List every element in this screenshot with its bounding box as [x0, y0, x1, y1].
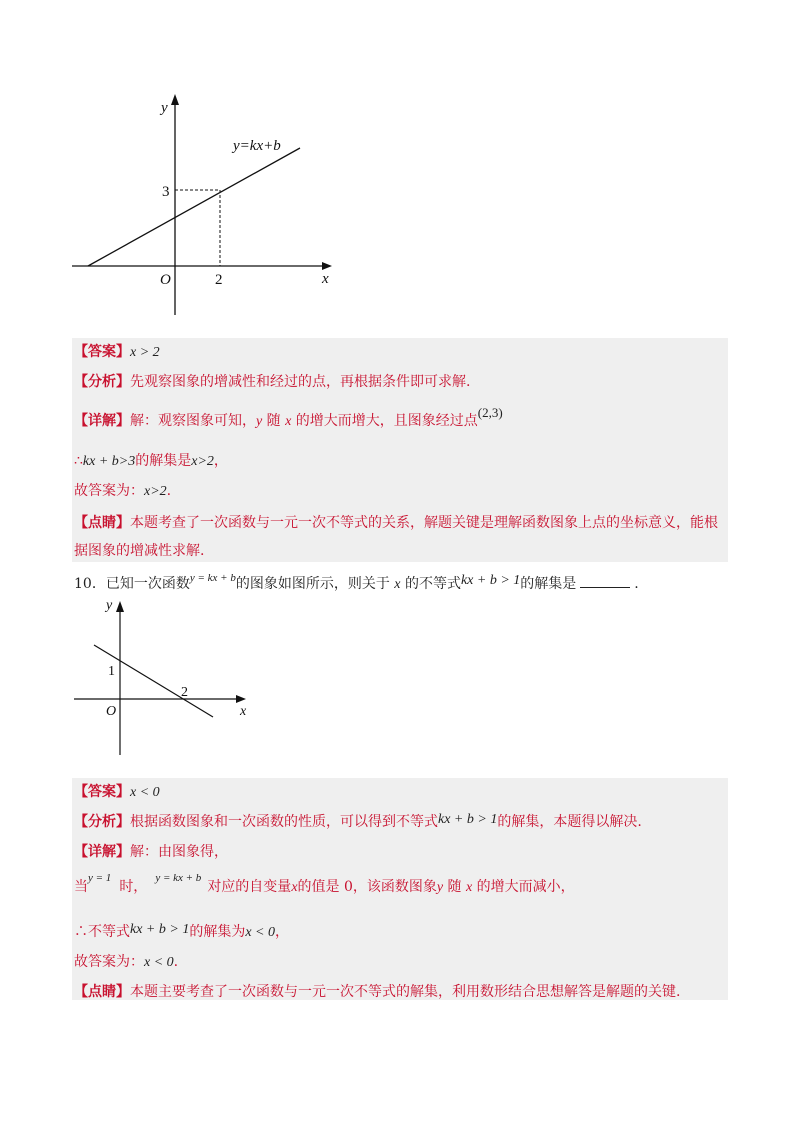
analysis-inequality: kx + b > 1 [438, 812, 498, 827]
when-rest-c: 随 [443, 879, 467, 895]
q9-comment-row-1 [74, 514, 718, 532]
x-tick-label: 2 [181, 685, 188, 700]
stem-text-c: 的不等式 [400, 576, 461, 592]
inequality-mid: 的解集为 [189, 924, 246, 940]
when-var-x2: x [466, 880, 473, 895]
final-value: x>2 [144, 484, 167, 499]
x-axis-arrow [322, 262, 332, 270]
question-number: 10． [74, 576, 106, 592]
detail-text-b: 随 [262, 413, 286, 429]
figure-2-graph [68, 595, 258, 760]
stem-text-d: 的解集是 [520, 576, 577, 592]
answer-tag: 【答案】 [74, 784, 130, 800]
when-time: 时， [119, 879, 148, 895]
comment-tag: 【点睛】 [74, 984, 130, 1000]
final-end: . [166, 483, 172, 499]
comment-tag: 【点睛】 [74, 515, 130, 531]
detail-var-x: x [285, 414, 292, 429]
therefore-symbol: ∴ [74, 924, 88, 940]
detail-point: (2,3) [477, 405, 503, 420]
x-tick-label: 2 [215, 272, 223, 288]
x-axis-label: x [322, 271, 329, 287]
detail-text: 解：由图象得， [130, 844, 228, 860]
q9-answer-row [74, 343, 160, 362]
y-axis-arrow [116, 601, 124, 612]
inequality-solution: x < 0 [245, 925, 275, 940]
stem-text-a: 已知一次函数 [105, 576, 190, 592]
y-tick-label: 1 [108, 664, 115, 679]
figure-1-graph [60, 90, 350, 325]
detail-tag: 【详解】 [74, 413, 130, 429]
function-line [88, 148, 300, 266]
comment-text: 本题主要考查了一次函数与一元一次不等式的解集，利用数形结合思想解答是解题的关键. [130, 984, 681, 1000]
comment-text-1: 本题考查了一次函数与一元一次不等式的关系，解题关键是理解函数图象上点的坐标意义，能根 [130, 515, 718, 531]
q10-stem [74, 572, 639, 594]
detail-tag: 【详解】 [74, 844, 130, 860]
detail-text-a: 解：观察图象可知， [130, 413, 256, 429]
origin-label: O [106, 704, 117, 719]
q9-comment-row-2 [74, 542, 204, 560]
when-text: 当 [74, 879, 88, 895]
when-rest-d: 的增大而减小， [472, 879, 575, 895]
line-label: y=kx+b [233, 138, 281, 154]
q9-final-row [74, 482, 171, 501]
answer-value: x > 2 [130, 345, 160, 360]
when-rest-b: 的值是 0，该函数图象 [297, 879, 437, 895]
stem-inequality: kx + b > 1 [460, 573, 521, 588]
when-var-x: x [291, 880, 298, 895]
final-prefix: 故答案为： [74, 954, 144, 970]
when-rest-a: 对应的自变量 [207, 879, 292, 895]
therefore-symbol: ∴ [74, 453, 83, 469]
q10-comment-row [74, 983, 680, 1001]
inequality-tail: 的解集是 [135, 453, 192, 469]
y-axis-label: y [106, 598, 113, 613]
when-var-y: y [436, 880, 444, 895]
y-axis-arrow [171, 94, 179, 105]
stem-function: y = kx + b [189, 572, 236, 584]
q10-answer-row [74, 783, 160, 802]
stem-end: . [634, 576, 639, 592]
q10-final-row [74, 953, 178, 972]
q10-when-row [74, 872, 575, 897]
detail-var-y: y [256, 414, 263, 429]
x-axis-arrow [236, 695, 246, 703]
x-axis-label: x [240, 704, 247, 719]
q10-therefore-row [74, 923, 289, 942]
when-function: y = kx + b [155, 872, 202, 884]
inequality: kx + b > 1 [130, 922, 190, 937]
inequality-pre: 不等式 [88, 924, 130, 940]
answer-blank [580, 587, 630, 588]
stem-text-b: 的图象如图所示，则关于 [235, 576, 395, 592]
inequality: kx + b>3 [82, 454, 136, 469]
analysis-tag: 【分析】 [74, 374, 130, 390]
final-prefix: 故答案为： [74, 483, 144, 499]
final-end: . [173, 954, 179, 970]
y-axis-label: y [161, 100, 168, 116]
inequality-end: ， [213, 453, 228, 469]
when-condition: y = 1 [88, 872, 112, 884]
stem-var-x: x [394, 577, 401, 592]
answer-value: x < 0 [130, 785, 160, 800]
analysis-text: 先观察图象的增减性和经过的点，再根据条件即可求解. [130, 374, 471, 390]
final-value: x < 0 [144, 955, 174, 970]
origin-label: O [160, 272, 171, 288]
answer-tag: 【答案】 [74, 344, 130, 360]
analysis-text-b: 的解集，本题得以解决. [497, 814, 642, 830]
q10-detail-row [74, 843, 228, 861]
comment-text-2: 据图象的增减性求解. [74, 543, 205, 559]
inequality-solution: x>2 [191, 454, 214, 469]
analysis-text-a: 根据函数图象和一次函数的性质，可以得到不等式 [130, 814, 438, 830]
analysis-tag: 【分析】 [74, 814, 130, 830]
y-tick-label: 3 [162, 184, 170, 200]
inequality-end: ， [275, 924, 289, 940]
q9-therefore-row [74, 452, 228, 471]
detail-text-c: 的增大而增大，且图象经过点 [291, 413, 478, 429]
q9-detail-row [74, 405, 503, 431]
q10-analysis-row [74, 813, 642, 832]
q9-analysis-row [74, 373, 470, 391]
